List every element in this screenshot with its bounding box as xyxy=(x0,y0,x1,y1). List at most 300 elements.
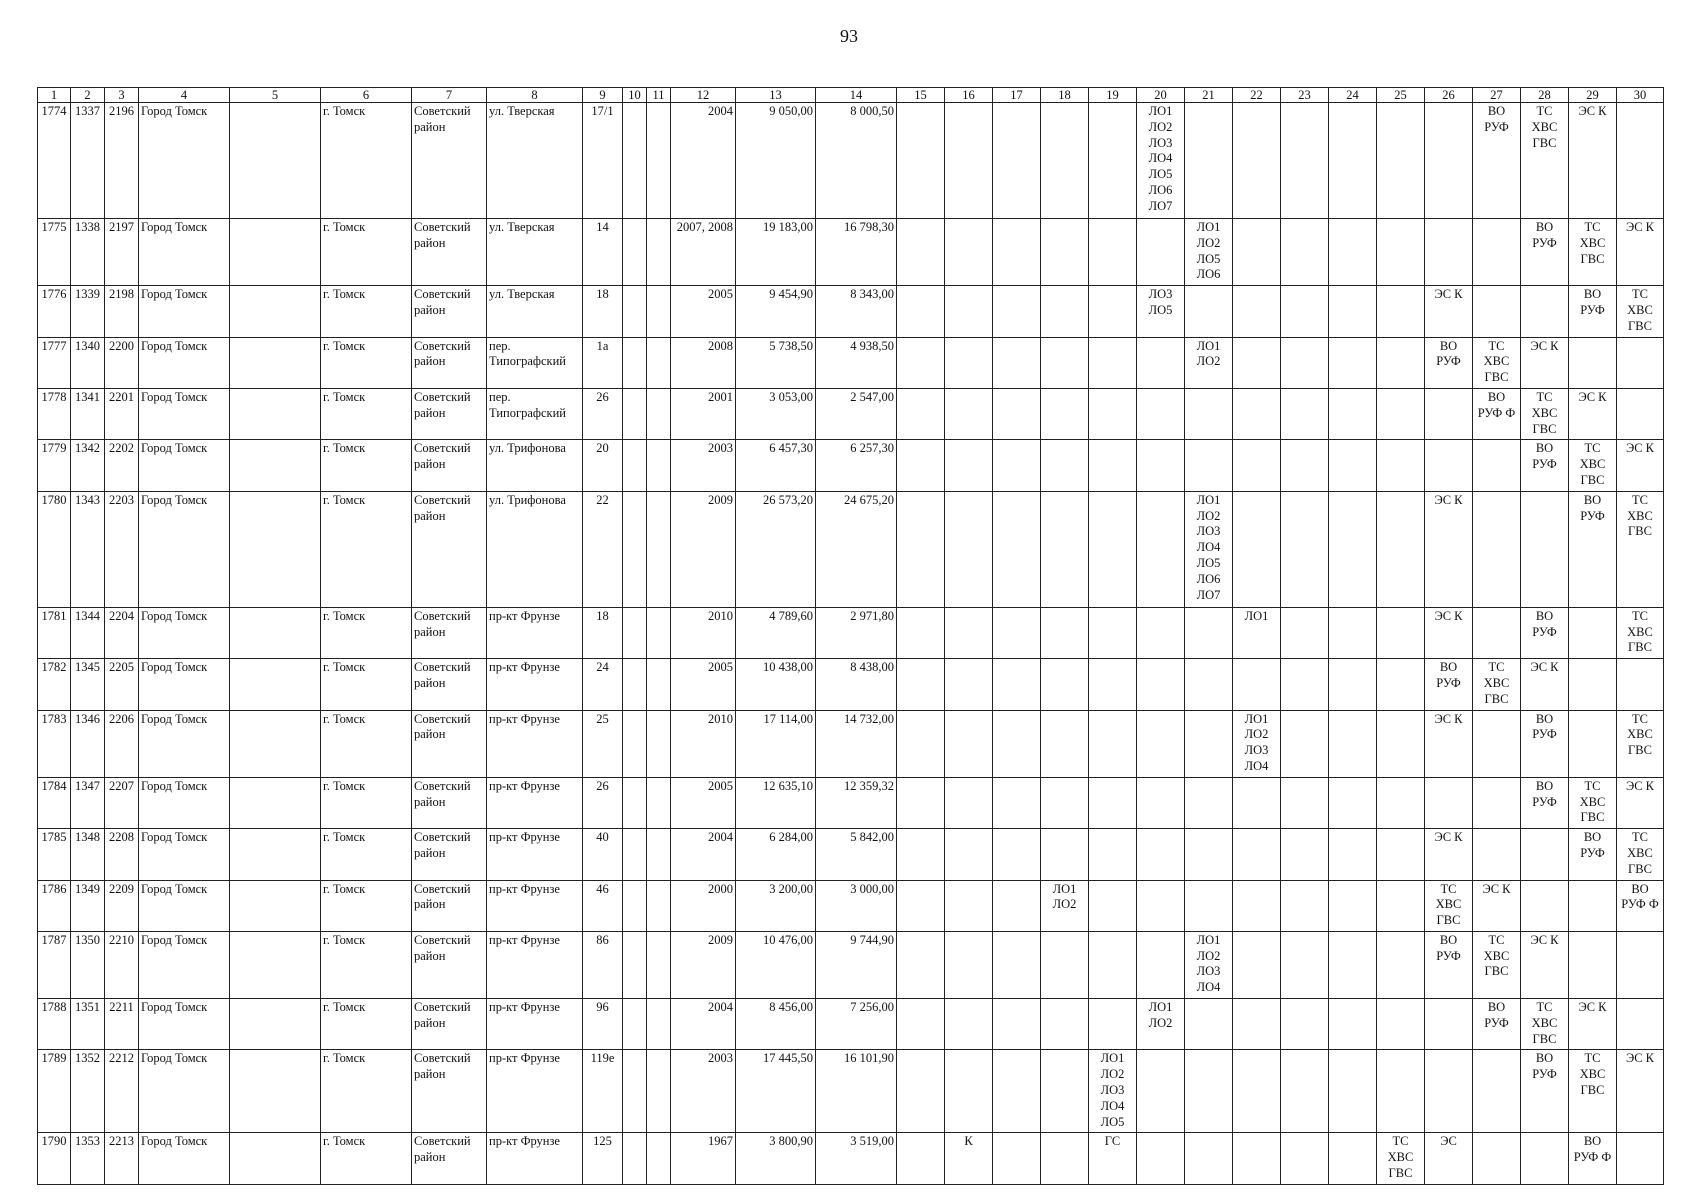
table-cell xyxy=(623,880,647,931)
table-cell: 1339 xyxy=(71,286,105,337)
table-cell xyxy=(993,999,1041,1050)
table-cell xyxy=(1329,777,1377,828)
table-cell: 40 xyxy=(583,829,623,880)
table-cell xyxy=(1473,607,1521,658)
table-cell xyxy=(1329,491,1377,607)
table-cell xyxy=(1377,880,1425,931)
table-cell: 2211 xyxy=(105,999,139,1050)
table-cell xyxy=(945,286,993,337)
table-cell: 1788 xyxy=(38,999,71,1050)
column-header: 24 xyxy=(1329,88,1377,103)
column-header: 1 xyxy=(38,88,71,103)
table-cell: ул. Тверская xyxy=(487,219,583,286)
table-cell: ЭС К xyxy=(1617,440,1664,491)
table-cell xyxy=(230,1133,321,1184)
column-header: 11 xyxy=(647,88,671,103)
table-cell: Город Томск xyxy=(139,880,230,931)
table-cell: Город Томск xyxy=(139,829,230,880)
table-cell xyxy=(1041,659,1089,710)
table-cell: 1340 xyxy=(71,337,105,388)
table-cell: ВО РУФ xyxy=(1521,710,1569,777)
table-cell: 3 200,00 xyxy=(736,880,816,931)
table-cell: 1777 xyxy=(38,337,71,388)
table-cell: Советский район xyxy=(412,1133,487,1184)
column-header: 20 xyxy=(1137,88,1185,103)
table-cell: ЭС xyxy=(1425,1133,1473,1184)
table-cell: ТС ХВС ГВС xyxy=(1473,337,1521,388)
table-cell xyxy=(647,607,671,658)
table-cell xyxy=(1089,999,1137,1050)
table-cell xyxy=(1137,440,1185,491)
table-cell xyxy=(623,491,647,607)
table-cell: ЭС К xyxy=(1473,880,1521,931)
table-cell: 1348 xyxy=(71,829,105,880)
column-header: 5 xyxy=(230,88,321,103)
table-cell xyxy=(1473,829,1521,880)
table-cell xyxy=(1425,440,1473,491)
table-cell: г. Томск xyxy=(321,659,412,710)
table-cell xyxy=(1377,388,1425,439)
table-cell xyxy=(647,1050,671,1133)
table-cell: 2207 xyxy=(105,777,139,828)
table-cell xyxy=(1089,286,1137,337)
table-cell xyxy=(1185,607,1233,658)
table-cell: Советский район xyxy=(412,440,487,491)
table-cell xyxy=(1617,337,1664,388)
table-cell: 2203 xyxy=(105,491,139,607)
table-cell xyxy=(1185,1133,1233,1184)
table-row xyxy=(38,607,1664,658)
table-cell xyxy=(1137,1133,1185,1184)
table-cell xyxy=(945,829,993,880)
table-cell: 25 xyxy=(583,710,623,777)
table-cell xyxy=(945,710,993,777)
table-cell xyxy=(897,931,945,998)
table-cell: 1780 xyxy=(38,491,71,607)
table-cell xyxy=(1377,1050,1425,1133)
table-cell xyxy=(230,337,321,388)
table-cell xyxy=(1281,710,1329,777)
table-cell xyxy=(1233,659,1281,710)
column-header: 16 xyxy=(945,88,993,103)
table-cell: г. Томск xyxy=(321,777,412,828)
table-cell xyxy=(623,1133,647,1184)
page-number: 93 xyxy=(840,26,858,46)
table-cell xyxy=(993,880,1041,931)
table-cell xyxy=(1041,440,1089,491)
table-cell: ТС ХВС ГВС xyxy=(1617,829,1664,880)
table-cell: 3 519,00 xyxy=(816,1133,897,1184)
table-cell xyxy=(647,931,671,998)
table-cell: ул. Трифонова xyxy=(487,440,583,491)
table-cell xyxy=(1377,103,1425,219)
table-cell xyxy=(897,607,945,658)
table-cell xyxy=(623,286,647,337)
table-cell: 2206 xyxy=(105,710,139,777)
table-cell xyxy=(1377,440,1425,491)
table-cell xyxy=(993,1133,1041,1184)
table-cell: 8 456,00 xyxy=(736,999,816,1050)
table-cell: 3 053,00 xyxy=(736,388,816,439)
table-cell xyxy=(1329,931,1377,998)
table-cell: 2213 xyxy=(105,1133,139,1184)
table-cell: 1337 xyxy=(71,103,105,219)
table-cell: ЭС К xyxy=(1569,388,1617,439)
table-cell: ЛО3 ЛО5 xyxy=(1137,286,1185,337)
table-cell xyxy=(1137,777,1185,828)
table-cell: ЛО1 ЛО2 ЛО3 ЛО4 xyxy=(1233,710,1281,777)
table-cell xyxy=(1377,219,1425,286)
table-cell: ВО РУФ Ф xyxy=(1617,880,1664,931)
table-cell: 12 359,32 xyxy=(816,777,897,828)
table-cell xyxy=(1329,710,1377,777)
table-cell: 4 789,60 xyxy=(736,607,816,658)
table-cell: г. Томск xyxy=(321,1133,412,1184)
table-cell: ЛО1 ЛО2 ЛО3 ЛО4 xyxy=(1185,931,1233,998)
column-header: 27 xyxy=(1473,88,1521,103)
table-cell xyxy=(647,103,671,219)
table-row xyxy=(38,286,1664,337)
table-cell: ТС ХВС ГВС xyxy=(1617,710,1664,777)
table-cell xyxy=(230,286,321,337)
table-cell: ЭС К xyxy=(1617,1050,1664,1133)
table-cell: Город Томск xyxy=(139,388,230,439)
table-cell xyxy=(1473,710,1521,777)
table-cell xyxy=(1137,491,1185,607)
column-header: 19 xyxy=(1089,88,1137,103)
table-cell: Город Томск xyxy=(139,659,230,710)
table-cell xyxy=(897,286,945,337)
table-cell xyxy=(1089,931,1137,998)
table-cell xyxy=(993,491,1041,607)
table-cell: ВО РУФ xyxy=(1521,219,1569,286)
table-cell xyxy=(1185,999,1233,1050)
table-cell: 5 842,00 xyxy=(816,829,897,880)
column-header: 10 xyxy=(623,88,647,103)
table-cell xyxy=(1377,491,1425,607)
table-cell: 2 547,00 xyxy=(816,388,897,439)
table-cell: ЛО1 ЛО2 xyxy=(1041,880,1089,931)
table-cell xyxy=(1089,829,1137,880)
table-cell: Город Томск xyxy=(139,1133,230,1184)
table-cell: 2008 xyxy=(671,337,736,388)
table-cell xyxy=(897,491,945,607)
table-cell xyxy=(1089,440,1137,491)
table-cell xyxy=(993,219,1041,286)
table-cell xyxy=(1137,880,1185,931)
table-cell xyxy=(1089,710,1137,777)
table-cell: ЭС К xyxy=(1425,286,1473,337)
table-cell xyxy=(945,219,993,286)
table-cell: 2198 xyxy=(105,286,139,337)
table-cell xyxy=(230,710,321,777)
table-cell: ТС ХВС ГВС xyxy=(1521,103,1569,219)
table-cell: 26 xyxy=(583,388,623,439)
table-cell xyxy=(623,659,647,710)
column-header: 25 xyxy=(1377,88,1425,103)
column-header: 12 xyxy=(671,88,736,103)
table-cell xyxy=(1185,440,1233,491)
table-cell: 1779 xyxy=(38,440,71,491)
table-cell: ЛО1 ЛО2 ЛО3 ЛО4 ЛО5 xyxy=(1089,1050,1137,1133)
table-cell: ТС ХВС ГВС xyxy=(1569,777,1617,828)
table-row xyxy=(38,999,1664,1050)
table-cell: К xyxy=(945,1133,993,1184)
register-table xyxy=(37,87,1664,1185)
table-row xyxy=(38,777,1664,828)
table-cell xyxy=(1377,286,1425,337)
table-cell xyxy=(647,777,671,828)
table-cell: ВО РУФ xyxy=(1521,1050,1569,1133)
table-cell xyxy=(945,388,993,439)
table-cell xyxy=(647,388,671,439)
table-cell: г. Томск xyxy=(321,710,412,777)
table-cell: 1787 xyxy=(38,931,71,998)
table-cell: 26 573,20 xyxy=(736,491,816,607)
column-header: 4 xyxy=(139,88,230,103)
table-cell: ВО РУФ xyxy=(1521,440,1569,491)
table-cell xyxy=(1233,1133,1281,1184)
table-cell xyxy=(945,880,993,931)
table-cell xyxy=(993,829,1041,880)
table-cell xyxy=(1329,219,1377,286)
table-cell xyxy=(623,103,647,219)
table-cell xyxy=(945,491,993,607)
table-cell xyxy=(1041,829,1089,880)
table-cell xyxy=(1377,607,1425,658)
table-cell: 17/1 xyxy=(583,103,623,219)
table-cell xyxy=(1233,337,1281,388)
table-cell xyxy=(993,103,1041,219)
table-cell: 1785 xyxy=(38,829,71,880)
table-cell xyxy=(945,931,993,998)
table-cell xyxy=(1041,1050,1089,1133)
table-cell: ЭС К xyxy=(1425,607,1473,658)
table-cell xyxy=(1473,440,1521,491)
table-cell: ВО РУФ Ф xyxy=(1569,1133,1617,1184)
table-cell xyxy=(647,710,671,777)
table-cell xyxy=(1233,999,1281,1050)
table-cell xyxy=(1041,777,1089,828)
table-cell xyxy=(647,1133,671,1184)
table-cell: Город Томск xyxy=(139,710,230,777)
table-cell xyxy=(1041,999,1089,1050)
table-cell: 14 732,00 xyxy=(816,710,897,777)
column-header: 22 xyxy=(1233,88,1281,103)
table-cell: 2005 xyxy=(671,659,736,710)
table-cell xyxy=(1185,777,1233,828)
table-cell: ЛО1 ЛО2 ЛО3 ЛО4 ЛО5 ЛО6 ЛО7 xyxy=(1185,491,1233,607)
table-cell xyxy=(1137,710,1185,777)
table-cell: 2009 xyxy=(671,931,736,998)
table-cell xyxy=(1281,659,1329,710)
table-cell xyxy=(1137,388,1185,439)
table-cell: 17 445,50 xyxy=(736,1050,816,1133)
table-cell xyxy=(230,829,321,880)
table-cell xyxy=(647,286,671,337)
table-cell: 8 000,50 xyxy=(816,103,897,219)
table-cell: 5 738,50 xyxy=(736,337,816,388)
table-cell: 2004 xyxy=(671,999,736,1050)
table-cell: 2208 xyxy=(105,829,139,880)
table-cell: ГС xyxy=(1089,1133,1137,1184)
table-cell xyxy=(945,999,993,1050)
table-cell xyxy=(897,337,945,388)
table-cell: 1341 xyxy=(71,388,105,439)
table-cell: г. Томск xyxy=(321,440,412,491)
table-cell: 6 284,00 xyxy=(736,829,816,880)
column-header: 9 xyxy=(583,88,623,103)
table-cell xyxy=(1185,829,1233,880)
table-cell xyxy=(623,829,647,880)
table-cell xyxy=(993,1050,1041,1133)
table-row xyxy=(38,710,1664,777)
table-cell xyxy=(647,880,671,931)
table-cell xyxy=(1089,103,1137,219)
table-cell xyxy=(1521,491,1569,607)
table-cell xyxy=(1185,388,1233,439)
table-cell: 2004 xyxy=(671,103,736,219)
table-cell xyxy=(1521,286,1569,337)
table-cell xyxy=(1089,219,1137,286)
table-cell: г. Томск xyxy=(321,219,412,286)
table-cell xyxy=(897,999,945,1050)
table-cell xyxy=(945,777,993,828)
table-cell: ВО РУФ xyxy=(1521,777,1569,828)
table-cell: ТС ХВС ГВС xyxy=(1473,931,1521,998)
table-cell xyxy=(897,659,945,710)
table-cell xyxy=(993,286,1041,337)
table-cell xyxy=(1329,607,1377,658)
table-cell xyxy=(945,103,993,219)
table-cell: 10 476,00 xyxy=(736,931,816,998)
table-cell: Город Томск xyxy=(139,103,230,219)
table-cell xyxy=(1473,286,1521,337)
table-cell: 2209 xyxy=(105,880,139,931)
column-header: 26 xyxy=(1425,88,1473,103)
table-cell xyxy=(945,337,993,388)
table-cell: пр-кт Фрунзе xyxy=(487,999,583,1050)
table-cell xyxy=(230,103,321,219)
table-cell xyxy=(1569,880,1617,931)
table-cell xyxy=(1233,286,1281,337)
table-cell: 119е xyxy=(583,1050,623,1133)
table-cell: 46 xyxy=(583,880,623,931)
table-cell: 3 000,00 xyxy=(816,880,897,931)
table-cell xyxy=(230,607,321,658)
column-header: 29 xyxy=(1569,88,1617,103)
column-header: 3 xyxy=(105,88,139,103)
table-cell xyxy=(1041,607,1089,658)
table-cell: Советский район xyxy=(412,931,487,998)
table-cell: 1338 xyxy=(71,219,105,286)
table-cell xyxy=(993,710,1041,777)
table-cell: 2010 xyxy=(671,710,736,777)
table-cell: пр-кт Фрунзе xyxy=(487,1133,583,1184)
table-cell xyxy=(1233,1050,1281,1133)
table-cell xyxy=(897,710,945,777)
table-cell xyxy=(1617,659,1664,710)
table-cell xyxy=(1185,103,1233,219)
table-cell xyxy=(1281,1133,1329,1184)
table-cell: ТС ХВС ГВС xyxy=(1617,607,1664,658)
table-cell xyxy=(1233,880,1281,931)
table-cell xyxy=(230,777,321,828)
table-cell xyxy=(1329,388,1377,439)
table-cell xyxy=(1089,607,1137,658)
table-cell xyxy=(1281,880,1329,931)
column-number-row xyxy=(38,88,1664,103)
table-row xyxy=(38,829,1664,880)
table-cell: 86 xyxy=(583,931,623,998)
table-cell: 2212 xyxy=(105,1050,139,1133)
table-cell: 2009 xyxy=(671,491,736,607)
table-cell: 1778 xyxy=(38,388,71,439)
table-cell: 125 xyxy=(583,1133,623,1184)
table-cell xyxy=(1185,880,1233,931)
table-cell xyxy=(1377,829,1425,880)
table-cell: 26 xyxy=(583,777,623,828)
table-cell xyxy=(1617,1133,1664,1184)
table-cell: ЭС К xyxy=(1569,999,1617,1050)
table-cell: 2003 xyxy=(671,1050,736,1133)
table-cell xyxy=(1089,777,1137,828)
table-cell: ул. Трифонова xyxy=(487,491,583,607)
table-cell xyxy=(623,710,647,777)
table-cell: пр-кт Фрунзе xyxy=(487,880,583,931)
table-cell: ТС ХВС ГВС xyxy=(1617,491,1664,607)
column-header: 2 xyxy=(71,88,105,103)
table-cell xyxy=(897,829,945,880)
table-row xyxy=(38,1050,1664,1133)
table-cell: 1346 xyxy=(71,710,105,777)
table-cell: 18 xyxy=(583,286,623,337)
table-cell xyxy=(623,777,647,828)
table-cell: 14 xyxy=(583,219,623,286)
table-cell xyxy=(1281,1050,1329,1133)
table-cell: ТС ХВС ГВС xyxy=(1617,286,1664,337)
table-cell xyxy=(1281,999,1329,1050)
table-cell xyxy=(1377,999,1425,1050)
table-cell xyxy=(1281,440,1329,491)
table-cell: Город Томск xyxy=(139,286,230,337)
table-cell: 2200 xyxy=(105,337,139,388)
table-cell: 1352 xyxy=(71,1050,105,1133)
table-cell xyxy=(230,659,321,710)
table-cell: г. Томск xyxy=(321,286,412,337)
table-cell xyxy=(1137,931,1185,998)
table-cell xyxy=(230,440,321,491)
table-cell: Советский район xyxy=(412,659,487,710)
table-cell: Советский район xyxy=(412,286,487,337)
table-cell: пр-кт Фрунзе xyxy=(487,931,583,998)
table-cell xyxy=(897,1133,945,1184)
table-cell xyxy=(1281,103,1329,219)
table-cell: ЭС К xyxy=(1425,829,1473,880)
table-cell: ЭС К xyxy=(1617,219,1664,286)
table-cell: Город Томск xyxy=(139,491,230,607)
table-cell: 2005 xyxy=(671,777,736,828)
table-cell: пр-кт Фрунзе xyxy=(487,607,583,658)
table-cell: Город Томск xyxy=(139,219,230,286)
table-cell: г. Томск xyxy=(321,829,412,880)
table-cell: ВО РУФ xyxy=(1425,931,1473,998)
table-cell xyxy=(1041,337,1089,388)
table-cell xyxy=(623,337,647,388)
table-cell: 2004 xyxy=(671,829,736,880)
table-cell: 12 635,10 xyxy=(736,777,816,828)
column-header: 30 xyxy=(1617,88,1664,103)
